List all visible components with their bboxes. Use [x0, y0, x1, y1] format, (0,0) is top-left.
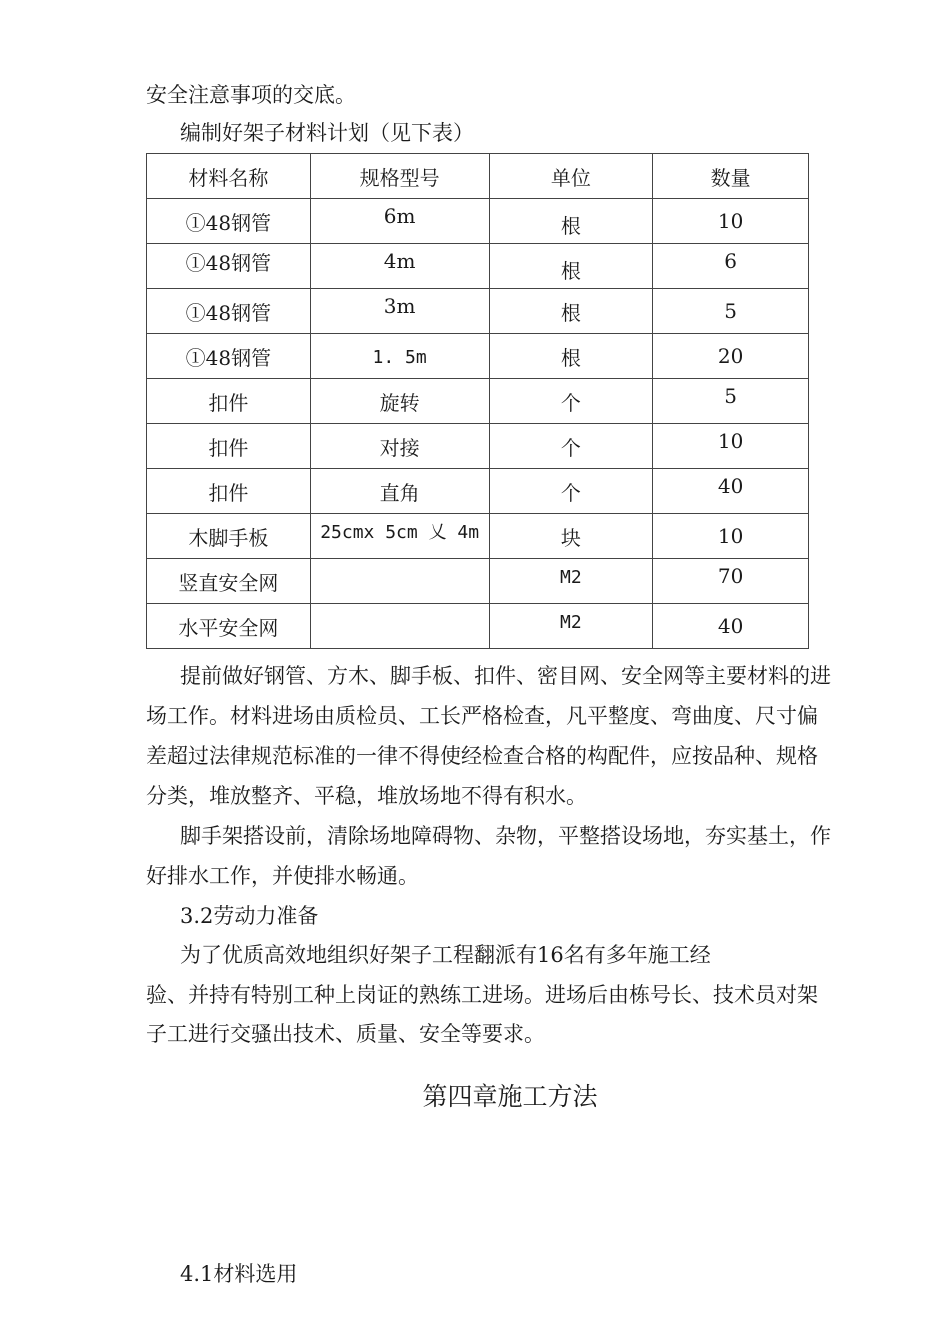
- table-row: [147, 469, 809, 514]
- paragraph1-line-4: 分类，堆放整齐、平稳，堆放场地不得有积水。: [146, 784, 587, 808]
- cell-unit: 个: [560, 480, 581, 505]
- cell-unit: 根: [560, 258, 581, 283]
- section-3-2-heading: 3.2劳动力准备: [180, 904, 319, 928]
- cell-name: ①48钢管: [185, 250, 272, 275]
- cell-qty: 5: [724, 384, 737, 408]
- paragraph3-line-1: 为了优质高效地组织好架子工程翻派有16名有多年施工经: [180, 943, 711, 967]
- cell-unit: 个: [560, 435, 581, 460]
- table-row: [147, 379, 809, 424]
- paragraph3-line-3: 子工进行交骚出技术、质量、安全等要求。: [146, 1022, 545, 1046]
- table-row: [147, 199, 809, 244]
- cell-spec: 6m: [383, 204, 416, 228]
- table-row: [147, 244, 809, 289]
- cell-unit: M2: [560, 612, 582, 633]
- cell-spec: 对接: [379, 435, 420, 460]
- table-row: [147, 289, 809, 334]
- cell-spec: 4m: [383, 249, 416, 273]
- header-spec: 规格型号: [310, 154, 489, 199]
- intro-line-2: 编制好架子材料计划（见下表）: [180, 121, 474, 145]
- cell-unit: 根: [560, 213, 581, 238]
- cell-name: ①48钢管: [185, 210, 272, 235]
- paragraph1-line-2: 场工作。材料进场由质检员、工长严格检查，凡平整度、弯曲度、尺寸偏: [146, 704, 818, 728]
- cell-unit: M2: [560, 567, 582, 588]
- cell-unit: 个: [560, 390, 581, 415]
- cell-name: 水平安全网: [178, 615, 279, 640]
- table-row: [147, 424, 809, 469]
- cell-name: ①48钢管: [185, 345, 272, 370]
- cell-name: 扣件: [208, 480, 249, 505]
- cell-unit: 根: [560, 300, 581, 325]
- cell-name: 扣件: [208, 435, 249, 460]
- cell-qty: 10: [717, 524, 744, 548]
- header-name: 材料名称: [147, 154, 311, 199]
- cell-qty: 20: [717, 344, 744, 368]
- cell-qty: 10: [717, 209, 744, 233]
- intro-line-1: 安全注意事项的交底。: [146, 83, 356, 107]
- cell-unit: 块: [560, 525, 581, 550]
- cell-spec: 旋转: [379, 390, 420, 415]
- cell-qty: 70: [717, 564, 744, 588]
- paragraph1-line-1: 提前做好钢管、方木、脚手板、扣件、密目网、安全网等主要材料的进: [180, 664, 831, 688]
- paragraph2-line-1: 脚手架搭设前，清除场地障碍物、杂物，平整搭设场地，夯实基土，作: [180, 824, 831, 848]
- cell-name: 扣件: [208, 390, 249, 415]
- table-row: [147, 334, 809, 379]
- cell-spec: 3m: [383, 294, 416, 318]
- cell-name: ①48钢管: [185, 300, 272, 325]
- header-unit: 单位: [489, 154, 653, 199]
- paragraph3-line-2: 验、并持有特别工种上岗证的熟练工进场。进场后由栋号长、技术员对架: [146, 983, 818, 1007]
- cell-name: 竖直安全网: [178, 570, 279, 595]
- table-row: [147, 559, 809, 604]
- table-row: [147, 604, 809, 649]
- paragraph1-line-3: 差超过法律规范标准的一律不得使经检查合格的构配件，应按品种、规格: [146, 744, 818, 768]
- cell-qty: 40: [717, 474, 744, 498]
- cell-qty: 6: [724, 249, 737, 273]
- table-header-row: [147, 154, 809, 199]
- chapter-title: 第四章施工方法: [422, 1082, 598, 1111]
- table-row: [147, 514, 809, 559]
- cell-spec: 25cmx 5cm 乂 4m: [320, 522, 480, 543]
- paragraph2-line-2: 好排水工作，并使排水畅通。: [146, 864, 419, 888]
- section-4-1-heading: 4.1材料选用: [180, 1262, 298, 1286]
- cell-spec: 1. 5m: [372, 347, 427, 368]
- cell-qty: 5: [724, 299, 737, 323]
- cell-qty: 40: [717, 614, 744, 638]
- cell-qty: 10: [717, 429, 744, 453]
- material-plan-table: [146, 153, 809, 649]
- cell-name: 木脚手板: [188, 525, 269, 550]
- cell-spec: 直角: [379, 480, 420, 505]
- header-qty: 数量: [653, 154, 809, 199]
- cell-unit: 根: [560, 345, 581, 370]
